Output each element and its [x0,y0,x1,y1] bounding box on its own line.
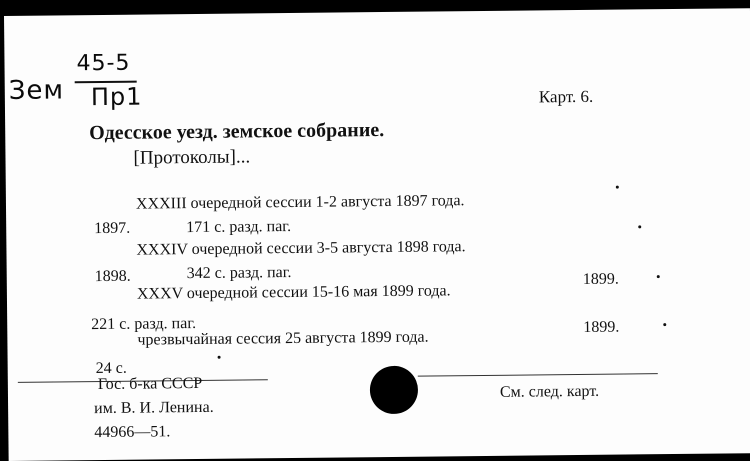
scan-speck [657,275,660,278]
shelfmark-number: 45-5 [76,50,131,77]
entry-year: 1899. [582,270,619,288]
scan-speck [663,323,666,326]
scan-speck [616,186,619,189]
scan-speck [638,225,641,228]
shelfmark-code: Пр1 [90,82,143,112]
card-number: Карт. 6. [538,86,594,107]
record-title: Одесское уезд. земское собрание. [89,119,385,145]
shelfmark-prefix: Зем [8,75,65,106]
record-subtitle: [Протоколы]... [133,146,251,169]
library-dedication: им. В. И. Ленина. [94,398,214,418]
entry-session: чрезвычайная сессия 25 августа 1899 года. [137,328,429,349]
catalog-card [4,8,750,461]
footer-divider-right [418,373,658,377]
card-punch-hole [370,366,419,415]
entry-year: 1899. [583,318,620,336]
entry-pages: 342 с. разд. паг. [186,264,292,283]
print-order-code: 44966—51. [94,423,171,442]
entry-session: XXXIII очередной сессии 1-2 августа 1897 года. [135,192,465,213]
entry-year: 1897. [94,219,131,238]
scan-speck [218,356,221,359]
see-next-card: См. след. карт. [499,382,600,401]
entry-session: XXXIV очередной сессии 3-5 августа 1898 года. [136,238,466,259]
entry-pages: 24 с. [95,359,127,378]
entry-pages: 171 с. разд. паг. [186,218,292,237]
entry-year: 1898. [94,267,131,286]
entry-pages: 221 с. разд. паг. [91,315,197,334]
entry-session: XXXV очередной сессии 15-16 мая 1899 года. [136,282,451,303]
library-name: Гос. б-ка СССР [97,374,203,394]
